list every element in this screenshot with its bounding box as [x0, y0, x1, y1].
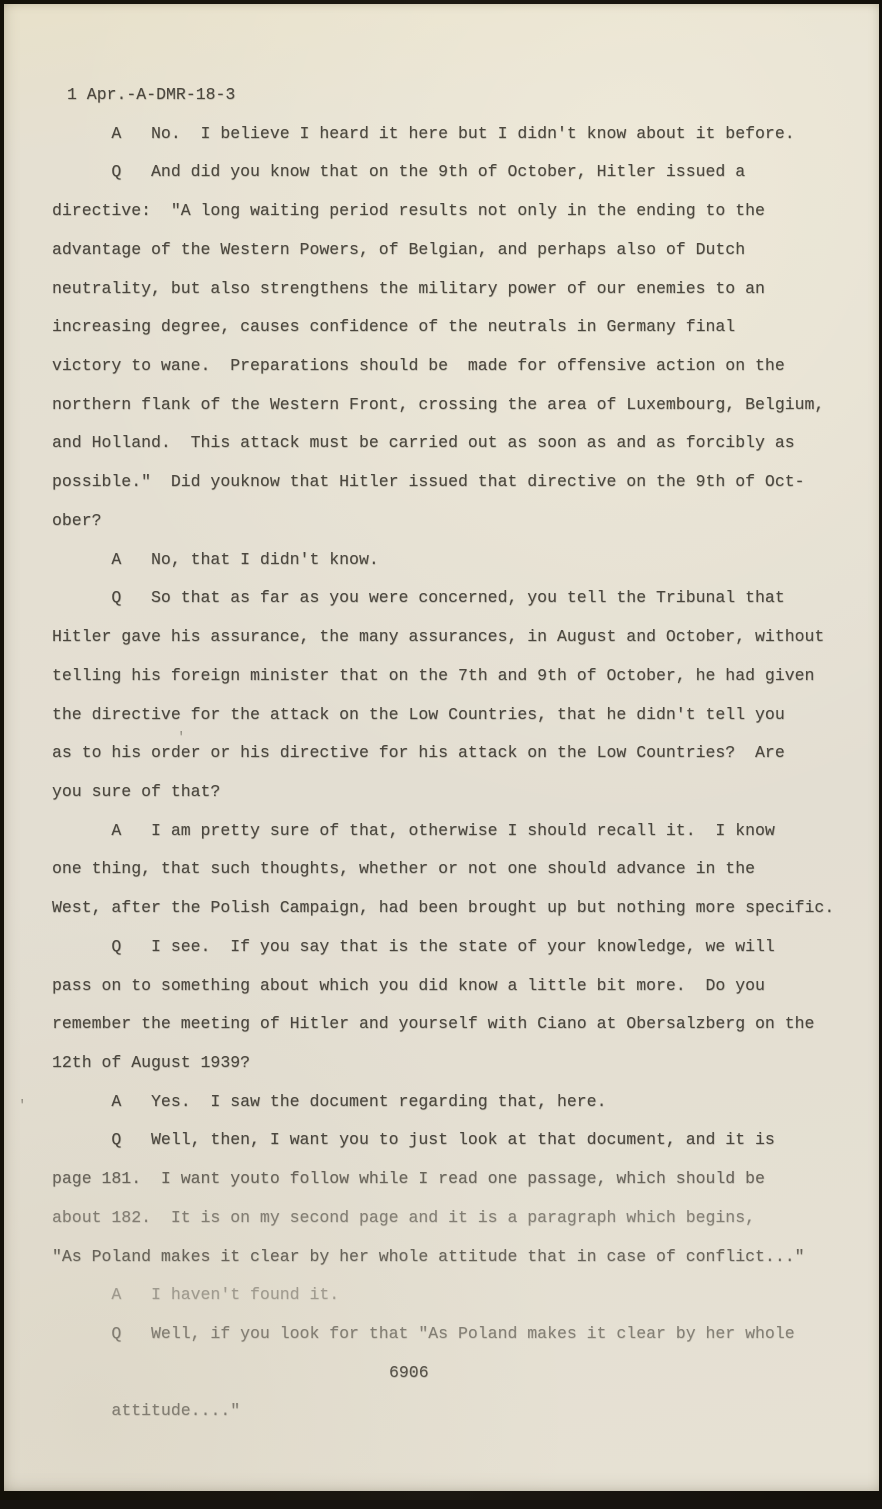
page-header-code: 1 Apr.-A-DMR-18-3 [67, 76, 879, 115]
transcript-line: telling his foreign minister that on the 7th and 9th of October, he had given [52, 657, 879, 696]
transcript-line: West, after the Polish Campaign, had been brought up but nothing more specific. [52, 889, 879, 928]
transcript-line: remember the meeting of Hitler and yourself with Ciano at Obersalzberg on the [52, 1005, 879, 1044]
transcript-line: Hitler gave his assurance, the many assurances, in August and October, without [52, 618, 879, 657]
transcript-line: page 181. I want youto follow while I read one passage, which should be [52, 1160, 879, 1199]
transcript-line: Q And did you know that on the 9th of October, Hitler issued a [52, 153, 879, 192]
stray-mark: ' [18, 1098, 26, 1114]
transcript-line: Q So that as far as you were concerned, you tell the Tribunal that [52, 579, 879, 618]
transcript-line: and Holland. This attack must be carried out as soon as and as forcibly as [52, 424, 879, 463]
transcript-line: increasing degree, causes confidence of the neutrals in Germany final [52, 308, 879, 347]
transcript-line: ober? [52, 502, 879, 541]
transcript-line: advantage of the Western Powers, of Belgian, and perhaps also of Dutch [52, 231, 879, 270]
transcript-line: 12th of August 1939? [52, 1044, 879, 1083]
transcript-line: you sure of that? [52, 773, 879, 812]
transcript-line: Q Well, then, I want you to just look at that document, and it is [52, 1121, 879, 1160]
page-number: 6906 [389, 1354, 429, 1393]
transcript-line: A Yes. I saw the document regarding that, here. [52, 1083, 879, 1122]
transcript-line: possible." Did youknow that Hitler issued that directive on the 9th of Oct- [52, 463, 879, 502]
transcript-line: Q Well, if you look for that "As Poland makes it clear by her whole [52, 1315, 879, 1354]
transcript-line: A No. I believe I heard it here but I didn't know about it before. [52, 115, 879, 154]
transcript-line: A I haven't found it. [52, 1276, 879, 1315]
transcript-line: as to his order or his directive for his attack on the Low Countries? Are [52, 734, 879, 773]
transcript-line: "As Poland makes it clear by her whole attitude that in case of conflict..." [52, 1238, 879, 1277]
transcript-line: A I am pretty sure of that, otherwise I should recall it. I know [52, 812, 879, 851]
footer-line [52, 1354, 879, 1393]
transcript-line: neutrality, but also strengthens the military power of our enemies to an [52, 270, 879, 309]
transcript-line: victory to wane. Preparations should be made for offensive action on the [52, 347, 879, 386]
footer-carryover-text: attitude...." [111, 1401, 240, 1420]
transcript-line: northern flank of the Western Front, crossing the area of Luxembourg, Belgium, [52, 386, 879, 425]
transcript-line: the directive for the attack on the Low Countries, that he didn't tell you [52, 696, 879, 735]
transcript-page [4, 4, 879, 1491]
transcript-line: Q I see. If you say that is the state of your knowledge, we will [52, 928, 879, 967]
transcript-line: directive: "A long waiting period results not only in the ending to the [52, 192, 879, 231]
stray-mark: ' [177, 730, 185, 746]
transcript-line: about 182. It is on my second page and it is a paragraph which begins, [52, 1199, 879, 1238]
transcript-line: A No, that I didn't know. [52, 541, 879, 580]
transcript-line: one thing, that such thoughts, whether or not one should advance in the [52, 850, 879, 889]
transcript-line: pass on to something about which you did know a little bit more. Do you [52, 967, 879, 1006]
transcript-body [4, 4, 879, 1392]
